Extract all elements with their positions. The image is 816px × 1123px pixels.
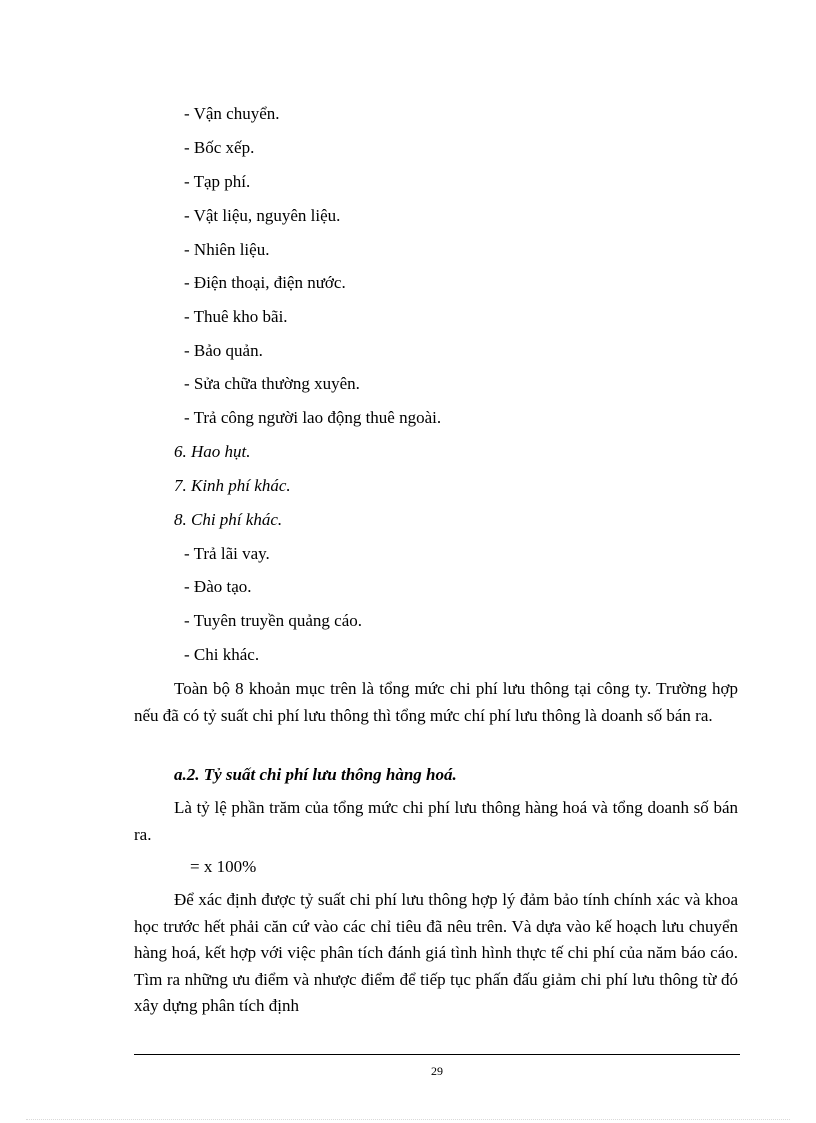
list-item: - Tuyên truyền quảng cáo. bbox=[184, 611, 363, 630]
list-item: - Bảo quản. bbox=[184, 341, 263, 360]
page-edge-divider bbox=[26, 1119, 790, 1120]
numbered-item: 7. Kinh phí khác. bbox=[174, 476, 291, 495]
section-heading: a.2. Tỷ suất chi phí lưu thông hàng hoá. bbox=[174, 765, 457, 784]
list-item: - Điện thoại, điện nước. bbox=[184, 273, 346, 292]
body-paragraph: Để xác định được tỷ suất chi phí lưu thông hợp lý đảm bảo tính chính xác và khoa học trước hết phải căn cứ vào các chỉ tiêu đã nêu trên. Và dựa vào kế hoạch lưu chuyển hàng hoá, kết hợp với việc phân tích đánh giá tình hình thực tế chi phí của năm báo cáo. Tìm ra những ưu điểm và nhược điểm để tiếp tục phấn đấu giảm chi phí lưu thông từ đó xây dựng phân tích định bbox=[134, 890, 738, 1015]
list-item: - Trả công người lao động thuê ngoài. bbox=[184, 408, 442, 427]
body-paragraph: Là tỷ lệ phần trăm của tổng mức chi phí lưu thông hàng hoá và tổng doanh số bán ra. bbox=[134, 798, 738, 844]
footer-divider bbox=[134, 1054, 740, 1055]
list-item: - Chi khác. bbox=[184, 645, 260, 664]
list-item: - Sửa chữa thường xuyên. bbox=[184, 374, 360, 393]
numbered-item: 8. Chi phí khác. bbox=[174, 510, 283, 529]
numbered-item: 6. Hao hụt. bbox=[174, 442, 251, 461]
list-item: - Vận chuyển. bbox=[184, 104, 280, 123]
body-paragraph: Toàn bộ 8 khoản mục trên là tổng mức chi phí lưu thông tại công ty. Trường hợp nếu đã có tỷ suất chi phí lưu thông thì tổng mức chí phí lưu thông là doanh số bán ra. bbox=[134, 679, 738, 725]
list-item: - Trả lãi vay. bbox=[184, 544, 270, 563]
list-item: - Bốc xếp. bbox=[184, 138, 255, 157]
list-item: - Đào tạo. bbox=[184, 577, 252, 596]
list-item: - Nhiên liệu. bbox=[184, 240, 270, 259]
formula: = x 100% bbox=[190, 857, 257, 876]
page-number: 29 bbox=[431, 1064, 443, 1078]
list-item: - Tạp phí. bbox=[184, 172, 251, 191]
list-item: - Thuê kho bãi. bbox=[184, 307, 288, 326]
list-item: - Vật liệu, nguyên liệu. bbox=[184, 206, 341, 225]
